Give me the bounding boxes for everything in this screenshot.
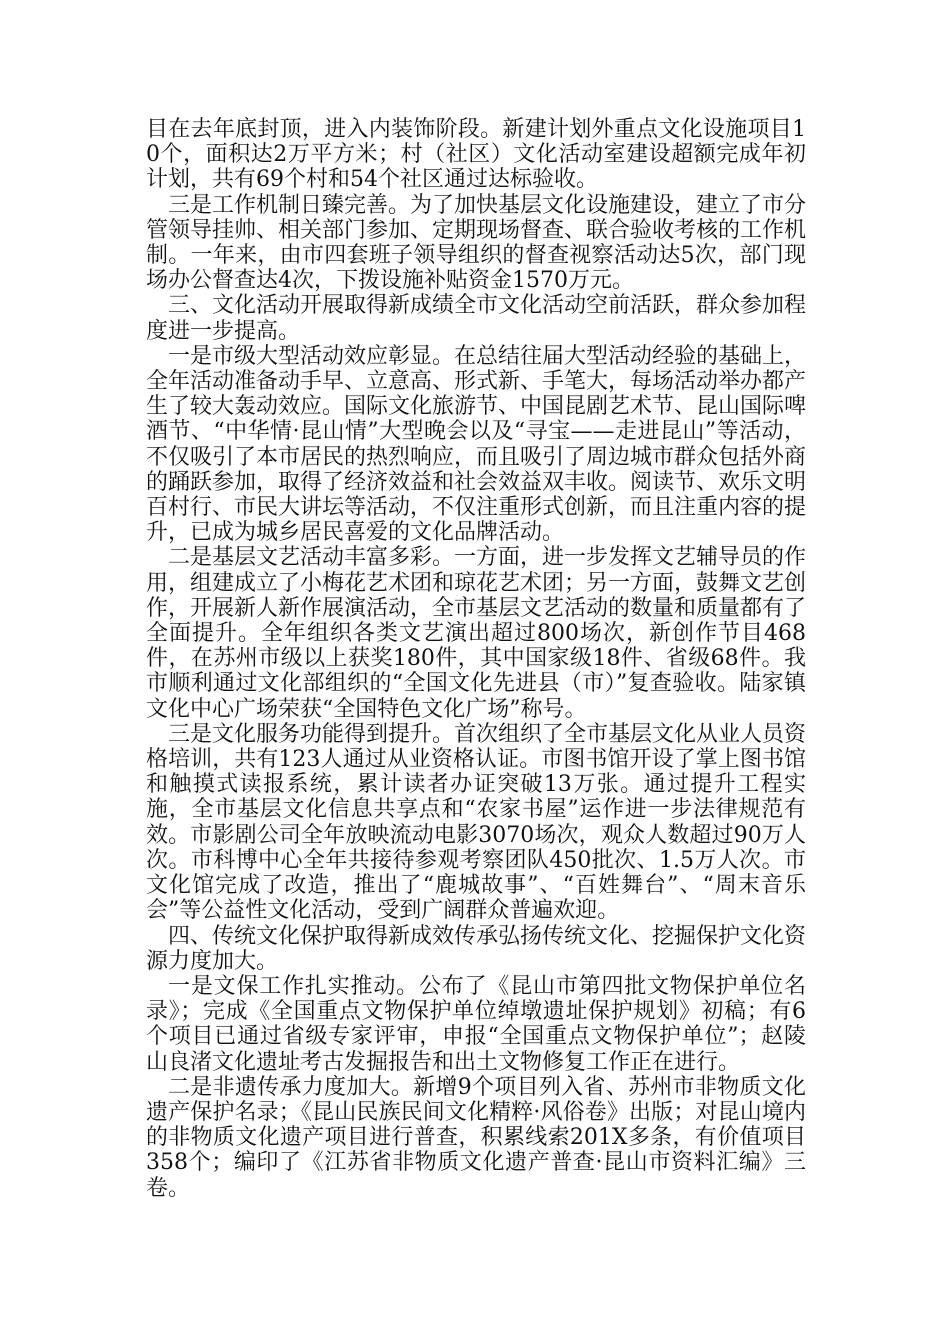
document-body [146,117,806,1201]
paragraph-cultural-services: 三是文化服务功能得到提升。首次组织了全市基层文化从业人员资格培训，共有123人通过从业资格认证。市图书馆开设了掌上图书馆和触摸式读报系统，累计读者办证突破13万张。通过提升工程实施，全市基层文化信息共享点和“农家书屋”运作进一步法律规范有效。市影剧公司全年放映流动电影3070场次，观众人数超过90万人次。市科博中心全年共接待参观考察团队450批次、1.5万人次。市文化馆完成了改造，推出了“鹿城故事”、“百姓舞台”、“周末音乐会”等公益性文化活动，受到广阔群众普遍欢迎。 [146,721,807,924]
paragraph-intangible-heritage: 二是非遗传承力度加大。新增9个项目列入省、苏州市非物质文化遗产保护名录；《昆山民族民间文化精粹·风俗卷》出版；对昆山境内的非物质文化遗产项目进行普查，积累线索201X多条，有价值项目358个；编印了《江苏省非物质文化遗产普查·昆山市资料汇编》三卷。 [146,1074,806,1201]
paragraph-relics-protection: 一是文保工作扎实推动。公布了《昆山市第四批文物保护单位名录》；完成《全国重点文物保护单位绰墩遗址保护规划》初稿；有6个项目已通过省级专家评审，申报“全国重点文物保护单位”；赵陵山良渚文化遗址考古发掘报告和出土文物修复工作正在进行。 [146,973,806,1075]
paragraph-work-mechanism: 三是工作机制日臻完善。为了加快基层文化设施建设，建立了市分管领导挂帅、相关部门参加、定期现场督查、联合验收考核的工作机制。一年来，由市四套班子领导组织的督查视察活动达5次，部门现场办公督查达4次，下拨设施补贴资金1570万元。 [146,192,807,294]
section-heading-cultural-activities: 三、文化活动开展取得新成绩全市文化活动空前活跃，群众参加程度进一步提高。 [146,293,807,344]
paragraph-grassroots-arts: 二是基层文艺活动丰富多彩。一方面，进一步发挥文艺辅导员的作用，组建成立了小梅花艺术团和琼花艺术团；另一方面，鼓舞文艺创作，开展新人新作展演活动，全市基层文艺活动的数量和质量都有了全面提升。全年组织各类文艺演出超过800场次，新创作节目468件，在苏州市级以上获奖180件，其中国家级18件、省级68件。我市顺利通过文化部组织的“全国文化先进县（市）”复查验收。陆家镇文化中心广场荣获“全国特色文化广场”称号。 [146,545,807,722]
paragraph-city-events: 一是市级大型活动效应彰显。在总结往届大型活动经验的基础上，全年活动准备动手早、立意高、形式新、手笔大，每场活动举办都产生了较大轰动效应。国际文化旅游节、中国昆剧艺术节、昆山国际啤酒节、“中华情·昆山情”大型晚会以及“寻宝——走进昆山”等活动，不仅吸引了本市居民的热烈响应，而且吸引了周边城市群众包括外商的踊跃参加，取得了经济效益和社会效益双丰收。阅读节、欢乐文明百村行、市民大讲坛等活动，不仅注重形式创新，而且注重内容的提升，已成为城乡居民喜爱的文化品牌活动。 [146,343,807,546]
paragraph-facilities-continued: 目在去年底封顶，进入内装饰阶段。新建计划外重点文化设施项目10个，面积达2万平方米；村（社区）文化活动室建设超额完成年初计划，共有69个村和54个社区通过达标验收。 [146,117,806,193]
section-heading-heritage-protection: 四、传统文化保护取得新成效传承弘扬传统文化、挖掘保护文化资源力度加大。 [146,923,807,974]
